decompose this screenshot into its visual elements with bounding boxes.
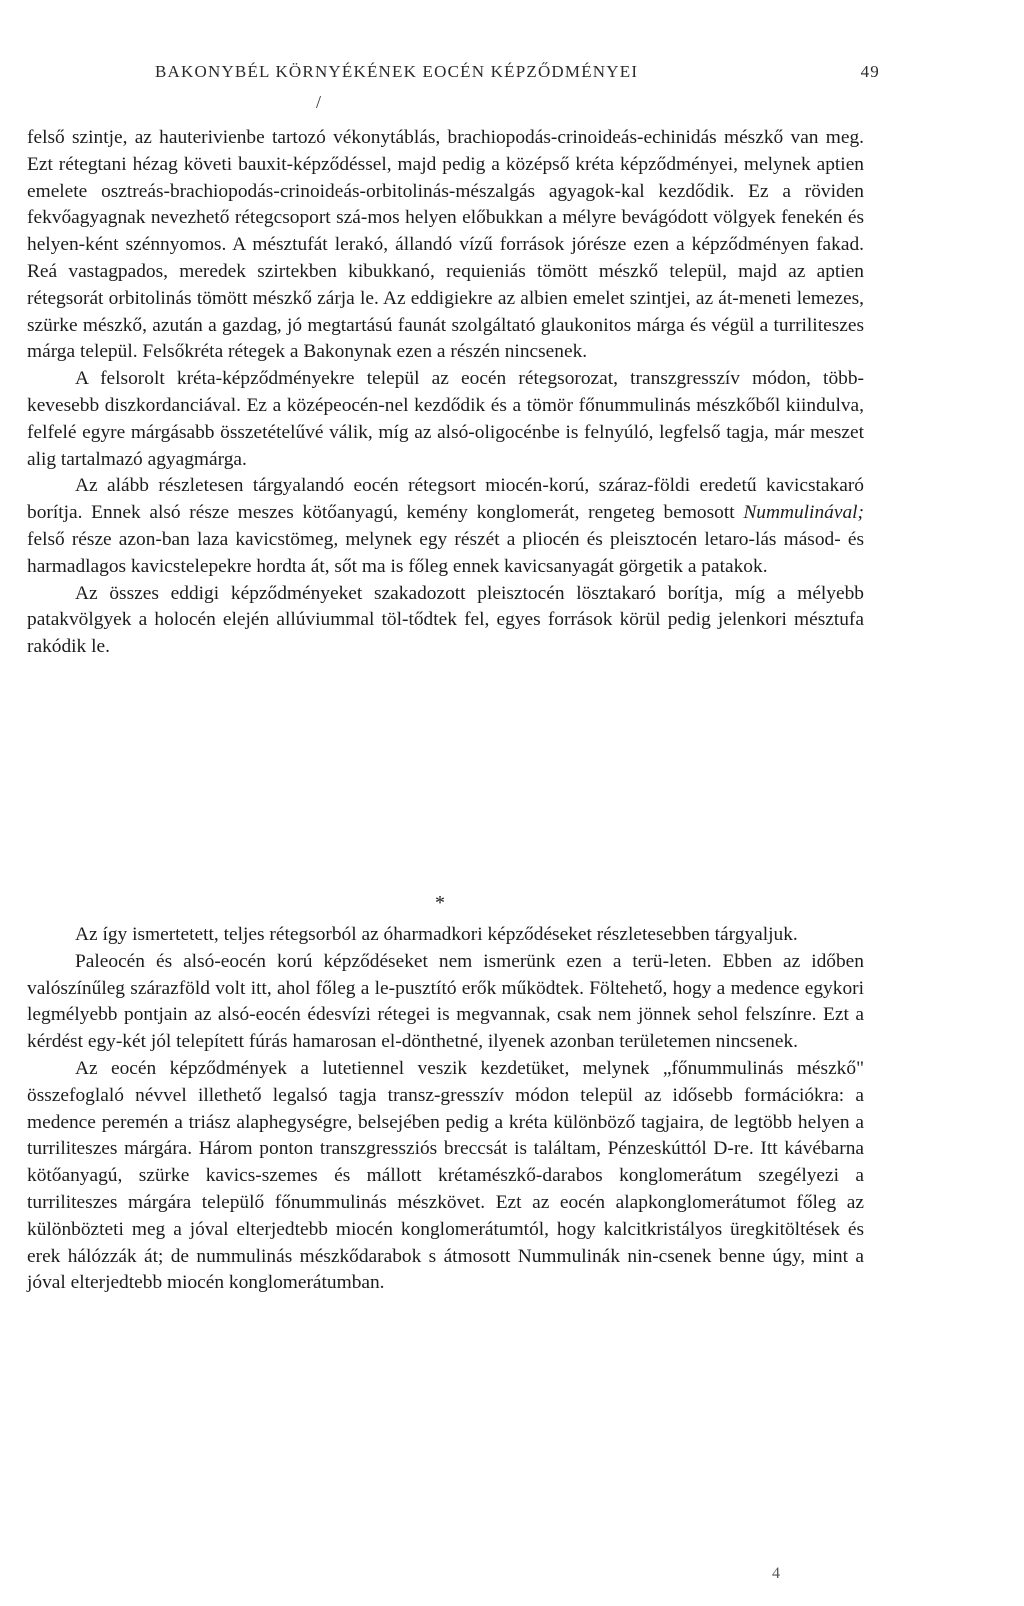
stray-mark: / — [316, 92, 322, 112]
body-text-upper — [27, 125, 864, 661]
italic-term: Nummulinával; — [743, 502, 864, 524]
paragraph: A felsorolt kréta-képződményekre települ az eocén rétegsorozat, transzgresszív módon, több-kevesebb diszkordanciával. Ez a középeocén-nel kezdődik és a tömör főnummulinás mészkőből kiindulva, felfelé egyre márgásabb összetételűvé válik, míg az alsó-oligocénbe is felnyúló, legfelső tagja, már meszet alig tartalmazó agyagmárga. — [27, 368, 864, 470]
running-head — [155, 62, 880, 82]
body-text-lower — [27, 922, 864, 1297]
text-run: felső része azon-ban laza kavicstömeg, melynek egy részét a pliocén és pleisztocén letaro-lás másod- és harmadlagos kavicstelepekre hordta át, sőt ma is főleg ennek kavicsanyagát görgetik a patakok. — [27, 528, 864, 577]
paragraph: Paleocén és alsó-eocén korú képződéseket nem ismerünk ezen a terü-leten. Ebben az időben valószínűleg szárazföld volt itt, ahol főleg a le-pusztító erők működtek. Föltehető, hogy a medence egykori legmélyebb pontjain az alsó-eocén édesvízi rétegei is megvannak, csak nem jönnek sehol felszínre. Ezt a kérdést egy-két jól telepített fúrás hamarosan el-dönthetné, ilyenek azonban területemen nincsenek. — [27, 950, 864, 1053]
signature-mark: 4 — [772, 1565, 780, 1582]
paragraph: Az összes eddigi képződményeket szakadozott pleisztocén lösztakaró borítja, míg a mélyebb patakvölgyek a holocén elején allúviummal töl-tődtek fel, egyes források körül pedig jelenkori mésztufa rakódik le. — [27, 582, 864, 658]
paragraph-with-italic — [27, 473, 864, 580]
page-number: 49 — [860, 62, 880, 81]
paragraph-continued: felső szintje, az hauterivienbe tartozó vékonytáblás, brachiopodás-crinoideás-echinidás mészkő van meg. Ezt rétegtani hézag követi bauxit-képződéssel, majd pedig a középső kréta képződményei, melynek aptien emelete osztreás-brachiopodás-crinoideás-orbitolinás-mészalgás agyagok-kal kezdődik. Ez a röviden fekvőagyagnak nevezhető rétegcsoport szá-mos helyen előbukkan a mélyre bevágódott völgyek fenekén és helyen-ként szénnyomos. A mésztufát lerakó, állandó vízű források jórésze ezen a képződményen fakad. Reá vastagpados, meredek szirtekben kibukkanó, requieniás tömött mészkő települ, majd az aptien rétegsorát orbitolinás tömött mészkő zárja le. Az eddigiekre az albien emelet szintjei, az át-meneti lemezes, szürke mészkő, azután a gazdag, jó megtartású faunát szolgáltató glaukonitos márga és végül a turriliteszes márga települ. Felsőkréta rétegek a Bakonynak ezen a részén nincsenek. — [27, 127, 864, 363]
text-run: Az alább részletesen tárgyalandó eocén rétegsort miocén-korú, száraz-földi eredetű kavicstakaró borítja. Ennek alsó része meszes kötőanyagú, kemény konglomerát, rengeteg bemosott — [27, 475, 864, 524]
paragraph: Az így ismertetett, teljes rétegsorból az óharmadkori képződéseket részletesebben tárgyaljuk. — [75, 924, 798, 945]
paragraph: Az eocén képződmények a lutetiennel veszik kezdetüket, melynek „főnummulinás mészkő" összefoglaló névvel illethető legalsó tagja transz-gresszív módon települ az idősebb formációkra: a medence peremén a triász alaphegységre, belsejében pedig a kréta különböző tagjaira, de legtöbb helyen a turriliteszes márgára. Három ponton transzgressziós breccsát is találtam, Pénzeskúttól D-re. Itt kávébarna kötőanyagú, szürke kavics-szemes és mállott krétamészkő-darabos konglomerátum szegélyezi a turriliteszes márgára települő főnummulinás mészkövet. Ezt az eocén alapkonglomerátumot főleg az különbözteti meg a jóval elterjedtebb miocén konglomerátumtól, hogy kalcitkristályos üregkitöltések és erek hálózzák át; de nummulinás mészkődarabok s átmosott Nummulinák nin-csenek benne úgy, mint a jóval elterjedtebb miocén konglomerátumban. — [27, 1057, 864, 1294]
running-head-title: BAKONYBÉL KÖRNYÉKÉNEK EOCÉN KÉPZŐDMÉNYEI — [155, 62, 639, 81]
section-divider: * — [435, 892, 445, 914]
